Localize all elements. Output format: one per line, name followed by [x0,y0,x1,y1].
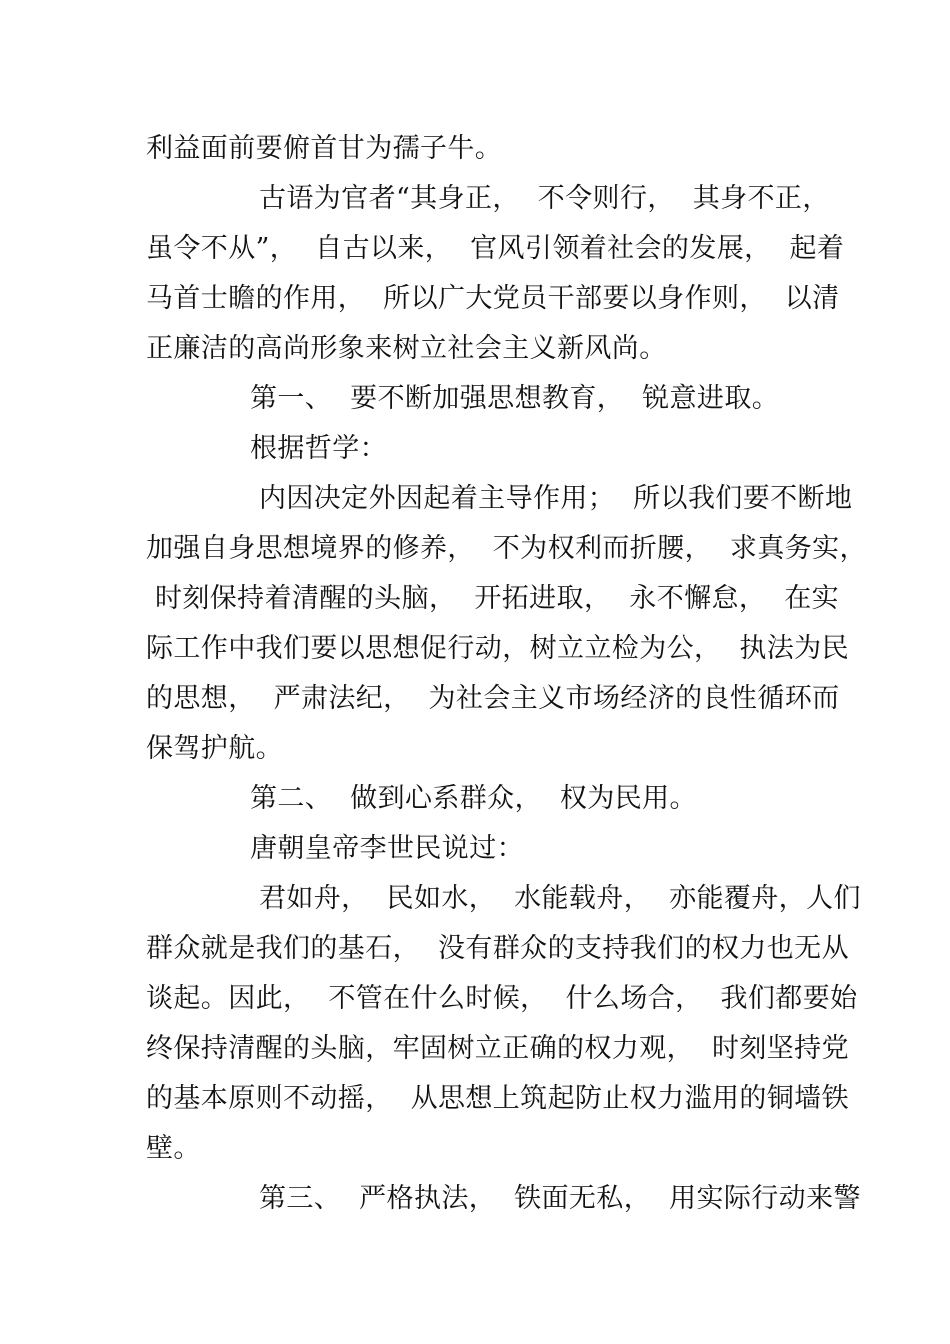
paragraph-start-line: 古语为官者“其身正， 不令则行， 其身不正， [250,183,830,214]
text-line: 的基本原则不动摇， 从思想上筑起防止权力滥用的铜墙铁 [146,1083,849,1114]
text-line: 马首士瞻的作用， 所以广大党员干部要以身作则， 以清 [146,283,840,314]
paragraph-start-line: 君如舟， 民如水， 水能载舟， 亦能覆舟，人们 [250,883,861,914]
text-line: 群众就是我们的基石， 没有群众的支持我们的权力也无从 [146,933,849,964]
paragraph-start-line: 根据哲学： [250,433,387,464]
paragraph-start-line: 唐朝皇帝李世民说过： [250,833,524,864]
section-heading-1: 第一、 要不断加强思想教育， 锐意进取。 [250,383,780,414]
text-line: 正廉洁的高尚形象来树立社会主义新风尚。 [146,333,667,364]
paragraph-start-line: 内因决定外因起着主导作用； 所以我们要不断地 [250,483,853,514]
text-line: 虽令不从”， 自古以来， 官风引领着社会的发展， 起着 [146,233,845,264]
text-line: 时刻保持着清醒的头脑， 开拓进取， 永不懈怠， 在实 [146,583,840,614]
text-line: 利益面前要俯首甘为孺子牛。 [146,133,503,164]
text-line: 际工作中我们要以思想促行动，树立立检为公， 执法为民 [146,633,849,664]
text-line: 的思想， 严肃法纪， 为社会主义市场经济的良性循环而 [146,683,840,714]
text-line: 谈起。因此， 不管在什么时候， 什么场合， 我们都要始 [146,983,858,1014]
text-line: 终保持清醒的头脑，牢固树立正确的权力观， 时刻坚持党 [146,1033,849,1064]
text-line: 壁。 [146,1133,201,1164]
section-heading-3: 第三、 严格执法， 铁面无私， 用实际行动来警 [250,1183,861,1214]
text-line: 加强自身思想境界的修养， 不为权利而折腰， 求真务实， [146,533,867,564]
section-heading-2: 第二、 做到心系群众， 权为民用。 [250,783,697,814]
text-line: 保驾护航。 [146,733,283,764]
